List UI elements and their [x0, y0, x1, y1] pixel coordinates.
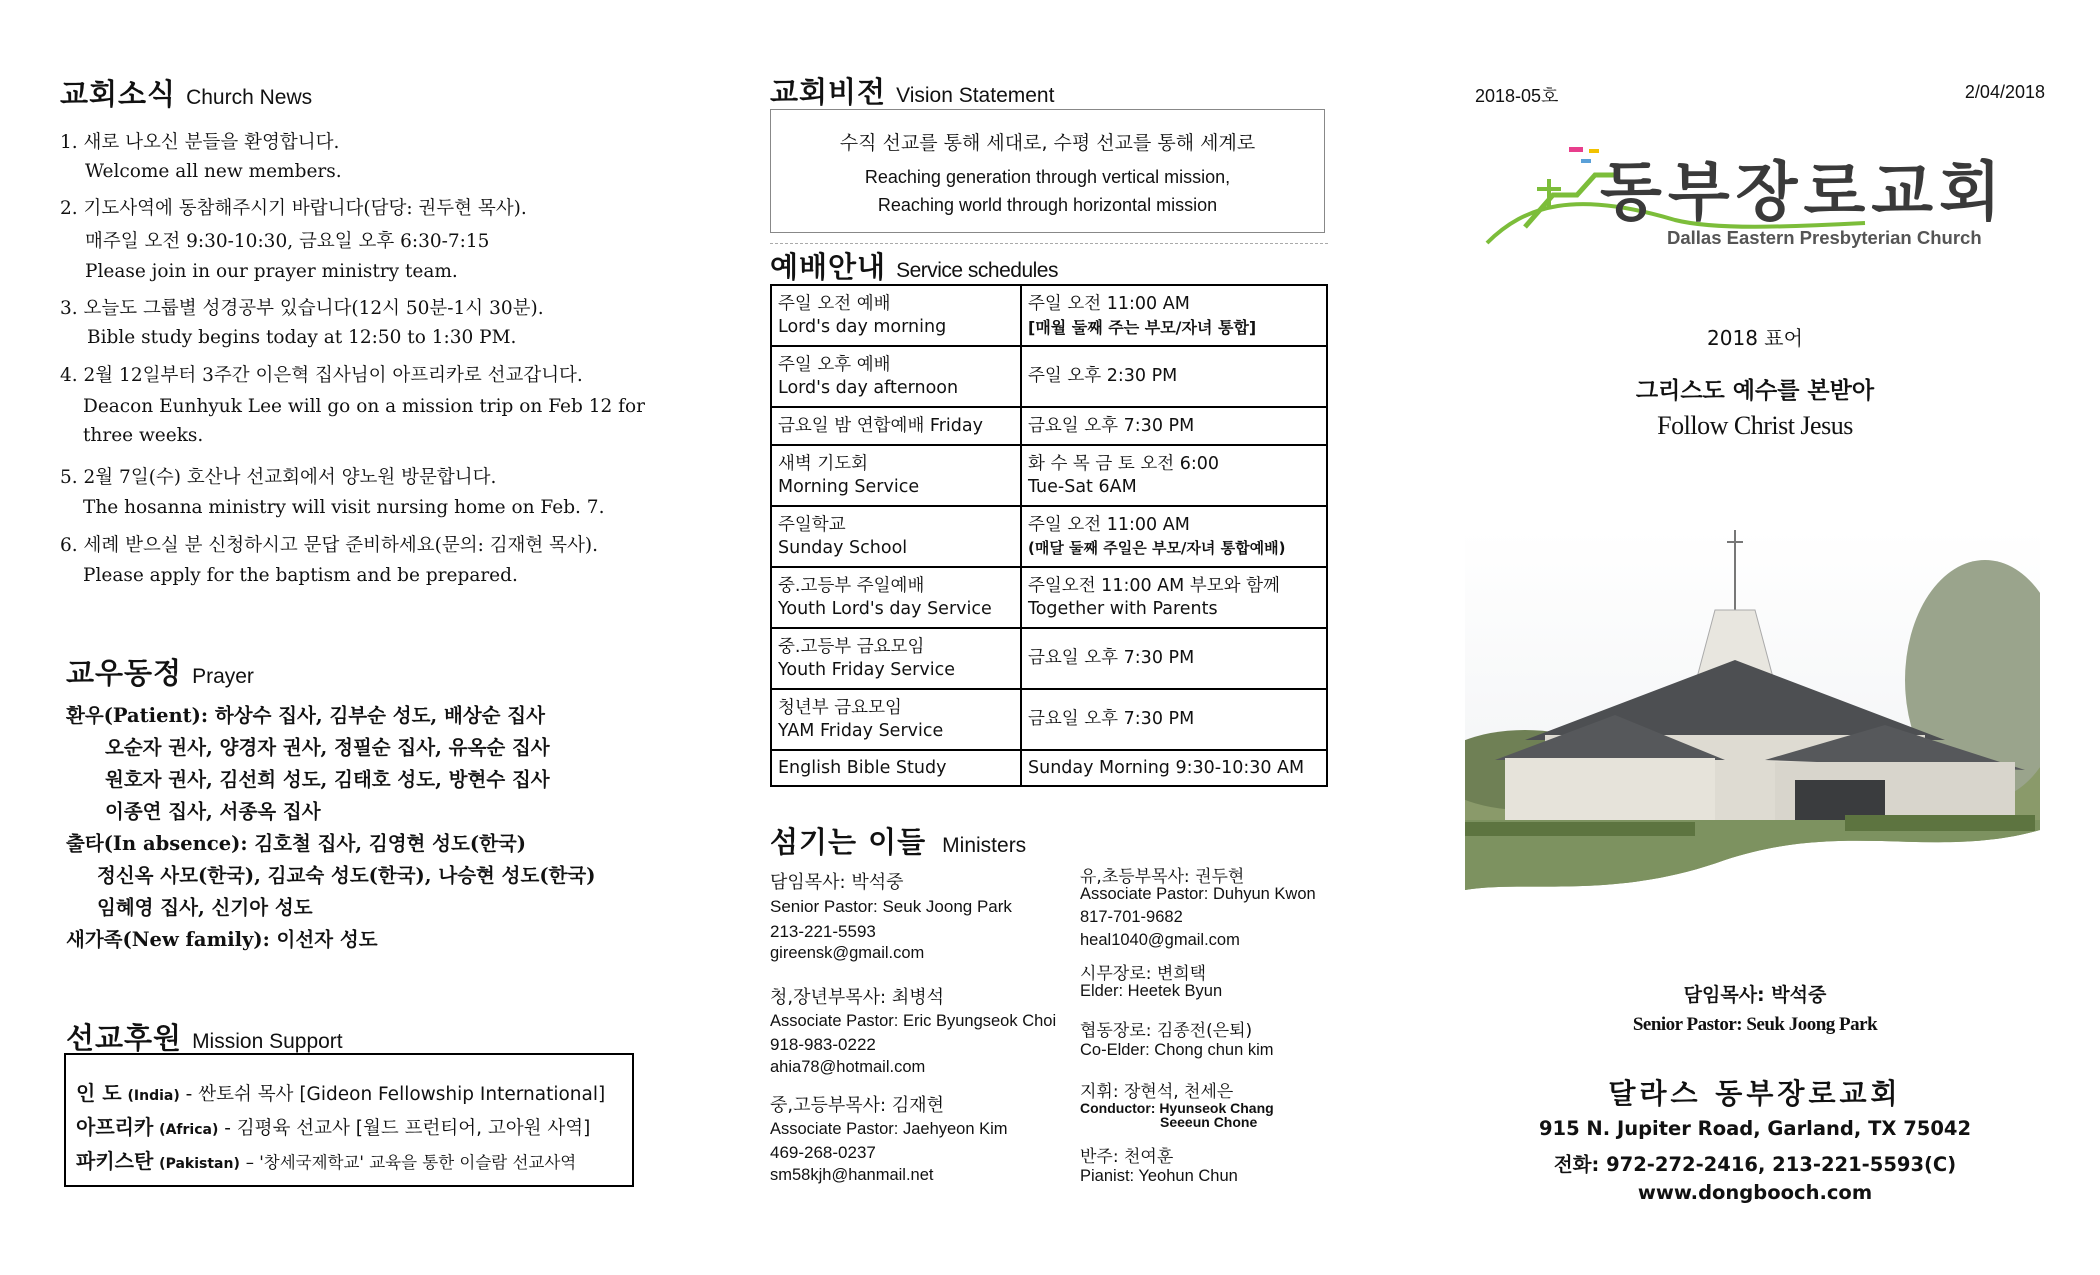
- schedule-heading: [770, 245, 1058, 286]
- mission-row-africa: [76, 1111, 590, 1140]
- minister-title-en: Elder: Heetek Byun: [1080, 982, 1223, 1000]
- news-title-en: Church News: [186, 86, 313, 109]
- church-logo: [1485, 135, 2045, 255]
- minister-title-ko: 시무장로: 변희택: [1080, 964, 1207, 984]
- minister-title-ko: 담임목사: 박석중: [770, 872, 904, 893]
- prayer-line: 임혜영 집사, 신기아 성도: [97, 896, 313, 919]
- service-name-ko: 새벽 기도회: [778, 453, 869, 474]
- vision-title-en: Vision Statement: [896, 84, 1055, 107]
- service-time: 주일 오전 11:00 AM: [1028, 514, 1190, 535]
- news-title-ko: 교회소식: [60, 77, 177, 111]
- service-name-ko: 청년부 금요모임: [778, 697, 902, 718]
- service-time-cell: [1021, 628, 1327, 689]
- minister-title-ko: 청,장년부목사: 최병석: [770, 987, 944, 1008]
- mission-country: 파키스탄: [76, 1149, 154, 1173]
- minister-phone: 213-221-5593: [770, 922, 876, 941]
- table-row: [771, 750, 1327, 786]
- mission-heading: [66, 1016, 343, 1057]
- schedule-title-en: Service schedules: [896, 259, 1058, 282]
- table-row: [771, 506, 1327, 567]
- news-line: 3. 오늘도 그룹별 성경공부 있습니다(12시 50분-1시 30분).: [60, 298, 544, 319]
- service-time-cell: [1021, 750, 1327, 786]
- service-time: 주일오전 11:00 AM 부모와 함께: [1028, 575, 1280, 596]
- service-name-cell: [771, 346, 1021, 407]
- service-name-cell: [771, 445, 1021, 506]
- mission-text: - 김평육 선교사 [월드 프런티어, 고아원 사역]: [224, 1118, 591, 1139]
- news-heading: [60, 72, 312, 113]
- minister-email: ahia78@hotmail.com: [770, 1058, 926, 1076]
- prayer-line: 원호자 권사, 김선희 성도, 김태호 성도, 방현수 집사: [105, 768, 550, 791]
- service-name-ko: 중.고등부 금요모임: [778, 636, 925, 657]
- service-time-note: [매월 둘째 주는 부모/자녀 통합]: [1028, 317, 1257, 337]
- left-column: [60, 0, 660, 1275]
- mission-country: 인 도: [76, 1081, 122, 1105]
- minister-title-en-2: Seeeun Chone: [1160, 1114, 1258, 1130]
- service-name-ko: 금요일 밤 연합예배 Friday: [778, 415, 983, 436]
- minister-title-en: Senior Pastor: Seuk Joong Park: [770, 897, 1012, 916]
- service-time-cell: [1021, 567, 1327, 628]
- prayer-title-en: Prayer: [192, 665, 254, 688]
- vision-line-ko: 수직 선교를 통해 세대로, 수평 선교를 통해 세계로: [839, 132, 1256, 154]
- table-row: [771, 407, 1327, 445]
- ministers-heading: [770, 820, 1026, 861]
- prayer-line: 출타(In absence): 김호철 집사, 김영현 성도(한국): [66, 832, 526, 855]
- minister-title-en: Conductor: Hyunseok Chang: [1080, 1100, 1274, 1116]
- minister-email: sm58kjh@hanmail.net: [770, 1166, 934, 1184]
- service-name-en: Lord's day morning: [778, 316, 947, 337]
- service-time-cell: [1021, 689, 1327, 750]
- minister-title-en: Co-Elder: Chong chun kim: [1080, 1041, 1274, 1059]
- schedule-divider: [770, 243, 1328, 244]
- minister-title-ko: 협동장로: 김종전(은퇴): [1080, 1021, 1253, 1041]
- mission-box: [64, 1053, 634, 1187]
- table-row: [771, 689, 1327, 750]
- service-time-cell: [1021, 445, 1327, 506]
- vision-line-en-2: Reaching world through horizontal mission: [877, 195, 1218, 215]
- church-phone: 전화: 972-272-2416, 213-221-5593(C): [1553, 1153, 1957, 1176]
- logo-text-ko: 동부장로교회: [1600, 156, 2007, 230]
- service-time-cell: [1021, 346, 1327, 407]
- vision-box: [770, 109, 1325, 233]
- minister-title-en: Associate Pastor: Duhyun Kwon: [1080, 885, 1316, 903]
- service-time: 주일 오후 2:30 PM: [1028, 366, 1178, 386]
- news-line: 1. 새로 나오신 분들을 환영합니다.: [60, 132, 340, 153]
- minister-phone: 918-983-0222: [770, 1035, 876, 1054]
- prayer-line: 정신옥 사모(한국), 김교숙 성도(한국), 나승현 성도(한국): [97, 864, 596, 887]
- church-website[interactable]: www.dongbooch.com: [1637, 1181, 1873, 1204]
- table-row: [771, 567, 1327, 628]
- minister-phone: 817-701-9682: [1080, 908, 1183, 926]
- minister-email: heal1040@gmail.com: [1080, 931, 1240, 949]
- prayer-line: 이종연 집사, 서종옥 집사: [105, 800, 321, 823]
- vision-title-ko: 교회비전: [770, 75, 887, 109]
- news-line: 4. 2월 12일부터 3주간 이은혁 집사님이 아프리카로 선교갑니다.: [60, 365, 583, 386]
- news-line: 2. 기도사역에 동참해주시기 바랍니다(담당: 권두현 목사).: [60, 198, 527, 219]
- service-name-en: Morning Service: [778, 476, 920, 497]
- service-name-ko: 중.고등부 주일예배: [778, 575, 925, 596]
- ministers-title-en: Ministers: [942, 834, 1027, 857]
- issue-date: 2/04/2018: [1964, 82, 2045, 102]
- news-line: Welcome all new members.: [85, 161, 342, 182]
- service-name-en: Youth Lord's day Service: [778, 598, 992, 619]
- service-time-note: (매달 둘째 주일은 부모/자녀 통합예배): [1028, 538, 1286, 557]
- news-line: Please join in our prayer ministry team.: [85, 261, 458, 282]
- news-line: Deacon Eunhyuk Lee will go on a mission trip on Feb 12 for: [83, 396, 645, 417]
- church-name: 달라스 동부장로교회: [1608, 1077, 1902, 1110]
- service-name-en: YAM Friday Service: [778, 720, 944, 741]
- service-time-cell: [1021, 506, 1327, 567]
- mission-text: – '창세국제학교' 교육을 통한 이슬람 선교사역: [245, 1153, 577, 1172]
- ministers-title-ko: 섬기는 이들: [770, 825, 927, 859]
- mission-row-india: [76, 1077, 605, 1106]
- mission-title-en: Mission Support: [192, 1030, 343, 1053]
- prayer-heading: [66, 651, 254, 692]
- news-line: Please apply for the baptism and be prepared.: [83, 565, 518, 586]
- logo-text-en: Dallas Eastern Presbyterian Church: [1667, 227, 1982, 248]
- vision-heading: [770, 70, 1054, 111]
- news-line: Bible study begins today at 12:50 to 1:30 PM.: [87, 327, 517, 348]
- service-name-en: Lord's day afternoon: [778, 377, 959, 398]
- minister-phone: 469-268-0237: [770, 1143, 876, 1162]
- mission-row-pakistan: [76, 1145, 576, 1174]
- news-line: 6. 세례 받으실 분 신청하시고 문답 준비하세요(문의: 김재현 목사).: [60, 535, 599, 556]
- prayer-line: 새가족(New family): 이선자 성도: [66, 928, 378, 951]
- service-time: 금요일 오후 7:30 PM: [1028, 415, 1195, 436]
- service-time-cell: [1021, 285, 1327, 346]
- minister-title-ko: 유,초등부목사: 권두현: [1080, 867, 1245, 887]
- issue-number: 2018-05호: [1475, 86, 1559, 106]
- service-name-ko: 주일학교: [778, 514, 846, 535]
- church-building-icon: [1465, 530, 2040, 915]
- minister-title-en: Pianist: Yeohun Chun: [1080, 1167, 1238, 1185]
- minister-title-en: Associate Pastor: Jaehyeon Kim: [770, 1120, 1008, 1138]
- service-time: 금요일 오후 7:30 PM: [1028, 709, 1195, 729]
- pastor-ko: 담임목사: 박석중: [1683, 984, 1827, 1006]
- service-name-cell: [771, 689, 1021, 750]
- service-name-ko: 주일 오전 예배: [778, 293, 891, 314]
- motto-year: 2018 표어: [1707, 326, 1803, 350]
- church-photo: [1465, 530, 2040, 915]
- prayer-line: 오순자 권사, 양경자 권사, 정필순 집사, 유옥순 집사: [105, 736, 550, 759]
- service-name-cell: [771, 567, 1021, 628]
- minister-title-en: Associate Pastor: Eric Byungseok Choi: [770, 1012, 1057, 1030]
- service-name-cell: [771, 407, 1021, 445]
- news-line: The hosanna ministry will visit nursing home on Feb. 7.: [83, 497, 605, 518]
- mission-country-en: (India): [127, 1088, 180, 1104]
- minister-title-ko: 중,고등부목사: 김재현: [770, 1095, 944, 1116]
- service-time-note: Tue-Sat 6AM: [1028, 476, 1137, 497]
- church-address: 915 N. Jupiter Road, Garland, TX 75042: [1538, 1117, 1972, 1140]
- service-name-en: Youth Friday Service: [778, 659, 955, 680]
- middle-column: [765, 0, 1330, 1275]
- table-row: [771, 346, 1327, 407]
- pastor-en: Senior Pastor: Seuk Joong Park: [1632, 1014, 1878, 1035]
- service-name-ko: 주일 오후 예배: [778, 354, 891, 375]
- cover-column: [1465, 0, 2045, 1275]
- mission-country: 아프리카: [76, 1115, 154, 1139]
- service-time: 주일 오전 11:00 AM: [1028, 293, 1190, 314]
- news-line: three weeks.: [83, 425, 204, 446]
- service-name-cell: [771, 506, 1021, 567]
- mission-country-en: (Africa): [159, 1122, 219, 1138]
- service-time-cell: [1021, 407, 1327, 445]
- news-line: 5. 2월 7일(수) 호산나 선교회에서 양노원 방문합니다.: [60, 467, 497, 488]
- minister-title-ko: 지휘: 장현석, 천세은: [1080, 1082, 1234, 1102]
- service-time: 금요일 오후 7:30 PM: [1028, 648, 1195, 668]
- mission-title-ko: 선교후원: [66, 1021, 183, 1055]
- minister-title-ko: 반주: 천여훈: [1080, 1147, 1174, 1167]
- table-row: [771, 285, 1327, 346]
- service-time: Sunday Morning 9:30-10:30 AM: [1028, 757, 1305, 778]
- prayer-line: 환우(Patient): 하상수 집사, 김부순 성도, 배상순 집사: [66, 704, 545, 727]
- service-name-cell: [771, 750, 1021, 786]
- mission-country-en: (Pakistan): [159, 1156, 240, 1172]
- vision-line-en-1: Reaching generation through vertical mission,: [864, 167, 1231, 187]
- motto-en: Follow Christ Jesus: [1657, 411, 1853, 440]
- service-time-note: Together with Parents: [1028, 598, 1218, 619]
- service-name-cell: [771, 628, 1021, 689]
- table-row: [771, 628, 1327, 689]
- news-line: 매주일 오전 9:30-10:30, 금요일 오후 6:30-7:15: [85, 231, 490, 252]
- mission-text: - 싼토쉬 목사 [Gideon Fellowship International]: [185, 1084, 606, 1105]
- service-name-en: Sunday School: [778, 537, 908, 558]
- motto-ko: 그리스도 예수를 본받아: [1635, 378, 1875, 404]
- prayer-title-ko: 교우동정: [66, 656, 183, 690]
- service-name-ko: English Bible Study: [778, 757, 947, 778]
- minister-email: gireensk@gmail.com: [770, 944, 925, 962]
- service-time: 화 수 목 금 토 오전 6:00: [1028, 453, 1220, 474]
- table-row: [771, 445, 1327, 506]
- schedule-title-ko: 예배안내: [770, 250, 887, 284]
- service-name-cell: [771, 285, 1021, 346]
- schedule-table: [770, 284, 1328, 787]
